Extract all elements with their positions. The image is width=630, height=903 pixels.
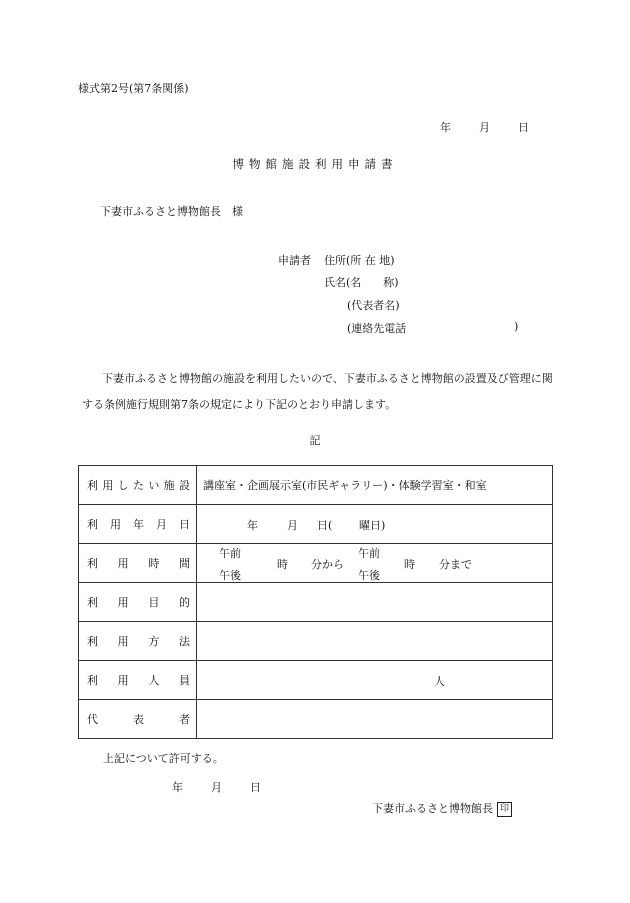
label-char: 月	[156, 518, 167, 531]
label-char: 的	[178, 596, 190, 609]
label-char: 年	[133, 518, 144, 531]
label-char: 人	[148, 674, 160, 687]
row-facility	[79, 466, 553, 505]
permit-date-month: 月	[211, 781, 222, 794]
date-value-month: 月	[287, 519, 298, 532]
label-char: 利	[87, 674, 98, 687]
facility-value: 講座室・企画展示室(市民ギャラリー)・体験学習室・和室	[197, 466, 553, 505]
director-signature	[372, 800, 512, 817]
applicant-address: 住所(所 在 地)	[324, 254, 395, 267]
ki-heading: 記	[309, 434, 321, 447]
label-char: 用	[117, 674, 129, 687]
row-purpose	[79, 583, 553, 622]
permit-statement: 上記について許可する。	[103, 752, 224, 765]
permit-date-day: 日	[250, 781, 261, 794]
date-label	[79, 505, 197, 544]
time-min-from: 分から	[311, 558, 344, 571]
row-method	[79, 622, 553, 661]
date-value-weekday: 曜日)	[359, 519, 386, 532]
label-char: 利	[87, 635, 98, 648]
purpose-value[interactable]	[197, 583, 553, 622]
date-year: 年	[440, 121, 451, 134]
method-value[interactable]	[197, 622, 553, 661]
label-char: 表	[133, 713, 144, 726]
document-title: 博物館施設利用申請書	[232, 157, 398, 171]
application-statement: 下妻市ふるさと博物館の施設を利用したいので、下妻市ふるさと博物館の設置及び管理に関する条例施行規則第7条の規定により下記のとおり申請します。	[82, 372, 553, 411]
date-value	[197, 505, 553, 544]
date-month: 月	[479, 121, 490, 134]
representative-label	[79, 700, 197, 739]
time-pm-1: 午後	[219, 569, 241, 582]
addressee: 下妻市ふるさと博物館長 様	[100, 205, 243, 218]
date-day: 日	[518, 121, 529, 134]
label-char: 用	[117, 596, 129, 609]
representative-value[interactable]	[197, 700, 553, 739]
label-char: 用	[117, 635, 129, 648]
row-representative	[79, 700, 553, 739]
permit-date-year: 年	[172, 781, 183, 794]
time-am-2: 午前	[358, 547, 380, 560]
time-label	[79, 544, 197, 583]
time-hour-2: 時	[404, 558, 415, 571]
label-char: 利	[87, 596, 98, 609]
time-value	[197, 544, 553, 583]
label-char: し	[117, 479, 129, 492]
label-char: 代	[87, 713, 98, 726]
label-char: 日	[179, 518, 190, 531]
time-am-1: 午前	[219, 547, 241, 560]
applicant-representative: (代表者名)	[347, 299, 400, 312]
label-char: た	[132, 479, 144, 492]
label-char: 利	[87, 479, 98, 492]
applicant-phone: (連絡先電話	[347, 322, 407, 335]
facility-label	[79, 466, 197, 505]
label-char: 時	[148, 557, 160, 570]
date-value-day: 日(	[317, 519, 333, 532]
form-number: 様式第2号(第7条関係)	[78, 82, 189, 95]
label-char: 法	[178, 635, 190, 648]
label-char: 利	[87, 557, 98, 570]
row-people	[79, 661, 553, 700]
label-char: 員	[178, 674, 190, 687]
time-min-to: 分まで	[439, 558, 472, 571]
label-char: 利	[87, 518, 98, 531]
label-char: 目	[148, 596, 160, 609]
seal-stamp: 印	[497, 802, 512, 817]
label-char: 施	[163, 479, 175, 492]
people-label	[79, 661, 197, 700]
label-char: い	[148, 479, 160, 492]
label-char: 設	[178, 479, 190, 492]
application-table	[78, 465, 553, 739]
row-date	[79, 505, 553, 544]
date-value-year: 年	[247, 519, 258, 532]
label-char: 者	[179, 713, 190, 726]
label-char: 方	[148, 635, 160, 648]
row-time	[79, 544, 553, 583]
label-char: 用	[110, 518, 121, 531]
purpose-label	[79, 583, 197, 622]
people-value[interactable]	[197, 661, 553, 700]
label-char: 用	[102, 479, 114, 492]
label-char: 間	[178, 557, 190, 570]
application-date	[440, 119, 529, 135]
permit-date	[172, 779, 289, 795]
applicant-label: 申請者	[278, 254, 311, 267]
people-unit: 人	[434, 675, 445, 688]
time-pm-2: 午後	[358, 569, 380, 582]
method-label	[79, 622, 197, 661]
applicant-phone-close: )	[514, 320, 519, 333]
director-title: 下妻市ふるさと博物館長	[372, 802, 493, 815]
label-char: 用	[117, 557, 129, 570]
time-hour-1: 時	[277, 558, 288, 571]
applicant-name: 氏名(名 称)	[324, 276, 399, 289]
